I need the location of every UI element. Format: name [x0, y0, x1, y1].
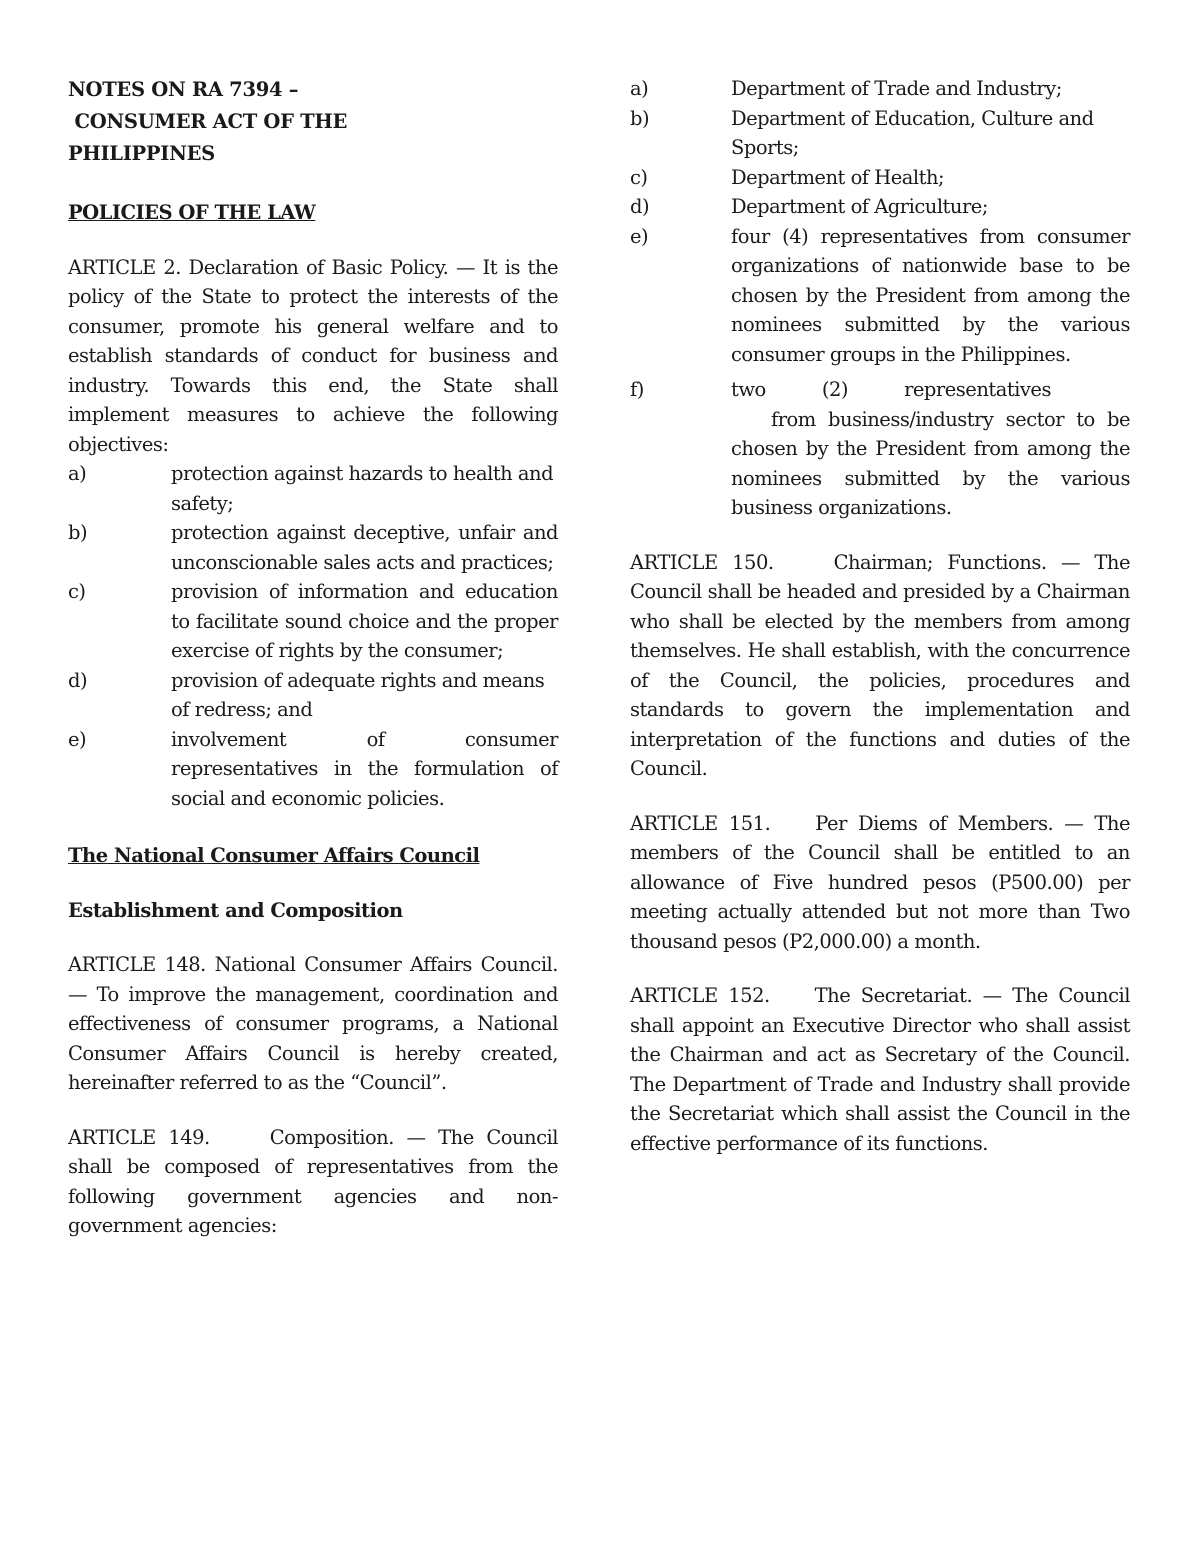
left-column [68, 74, 558, 1241]
doc-title-line-2: CONSUMER ACT OF THE [68, 110, 348, 133]
item-label: b) [630, 106, 650, 130]
article-152-text: The Secretariat. — The Council shall appoint an Executive Director who shall assist the Chairman and act as Secretary of the Council. The Department of Trade and Industry shall provide the Secretariat which shall assist the Council in the effective performance of its functions. [630, 984, 1130, 1155]
item-label: c) [630, 165, 648, 189]
article-148-text: ARTICLE 148. National Consumer Affairs Council. — To improve the management, coordination and effectiveness of consumer programs, a National Consumer Affairs Council is hereby created, hereinafter referred to as the “Council”. [68, 953, 558, 1094]
article-149-head: ARTICLE 149. [68, 1125, 210, 1149]
item-text: provision of adequate rights and means of redress; and [171, 668, 545, 721]
composition-item [630, 222, 1130, 370]
doc-title-line-1: NOTES ON RA 7394 – [68, 78, 299, 101]
item-label: e) [68, 727, 87, 751]
article-152-head: ARTICLE 152. [630, 984, 770, 1007]
item-text: Department of Education, Culture and Sports; [731, 106, 1094, 159]
establishment-heading: Establishment and Composition [68, 898, 403, 922]
item-label: c) [68, 580, 86, 603]
item-label: a) [68, 462, 87, 485]
article-150-text: Chairman; Functions. — The Council shall be headed and presided by a Chairman who shall be elected by the members from among themselves. He shall establish, with the concurrence of the Council, the policies, procedures and standards to govern the implementation and interpretation of the functions and duties of the Council. [630, 550, 1130, 780]
item-label: f) [630, 378, 644, 401]
item-f-word: representatives [904, 378, 1051, 401]
item-f-word: two [731, 378, 766, 401]
item-f-word: (2) [821, 378, 848, 401]
council-heading: The National Consumer Affairs Council [68, 844, 480, 867]
article-151-head: ARTICLE 151. [630, 811, 771, 835]
item-text: protection against hazards to health and safety; [171, 462, 554, 515]
objective-item [68, 666, 558, 725]
composition-item [630, 74, 1130, 104]
article-151 [630, 809, 1130, 957]
composition-item [630, 163, 1130, 193]
item-text: involvement of consumer representatives in the formulation of social and economic policies. [171, 727, 558, 810]
composition-item [630, 375, 1130, 523]
composition-item [630, 104, 1130, 163]
doc-title-line-3: PHILIPPINES [68, 142, 215, 165]
item-label: a) [630, 77, 649, 100]
article-149-text: Composition. — The Council shall be composed of representatives from the following government agencies and non-government agencies: [68, 1125, 558, 1237]
right-column [630, 74, 1130, 1158]
composition-item [630, 192, 1130, 222]
item-label: d) [68, 668, 88, 692]
article-151-text: Per Diems of Members. — The members of the Council shall be entitled to an allowance of Five hundred pesos (P500.00) per meeting actually attended but not more than Two thousand pesos (P2,000.00) a month. [630, 811, 1130, 953]
item-f-first-line [731, 375, 1051, 405]
article-152 [630, 981, 1130, 1158]
policies-heading: POLICIES OF THE LAW [68, 201, 316, 224]
item-text: provision of information and education to facilitate sound choice and the proper exercise of rights by the consumer; [171, 580, 558, 662]
objective-item [68, 459, 558, 518]
item-text: Department of Trade and Industry; [731, 77, 1062, 100]
item-text [731, 375, 1130, 523]
article-150 [630, 548, 1130, 784]
article-149 [68, 1123, 558, 1241]
item-text: protection against deceptive, unfair and unconscionable sales acts and practices; [171, 521, 558, 574]
item-text: four (4) representatives from consumer organizations of nationwide base to be chosen by the President from among the nominees submitted by the various consumer groups in the Philippines. [731, 224, 1130, 366]
item-label: e) [630, 224, 649, 248]
item-text: Department of Health; [731, 165, 945, 189]
objective-item [68, 725, 558, 814]
item-label: b) [68, 521, 88, 544]
article-150-head: ARTICLE 150. [630, 550, 774, 574]
item-label: d) [630, 195, 650, 218]
article-2-text: ARTICLE 2. Declaration of Basic Policy. — It is the policy of the State to protect the interests of the consumer, promote his general welfare and to establish standards of conduct for business and industry. Towards this end, the State shall implement measures to achieve the following objectives: [68, 255, 558, 456]
objective-item [68, 518, 558, 577]
objective-item [68, 577, 558, 666]
item-f-rest: from business/industry sector to be chosen by the President from among the nominees submitted by the various business organizations. [731, 407, 1130, 519]
item-text: Department of Agriculture; [731, 195, 988, 218]
